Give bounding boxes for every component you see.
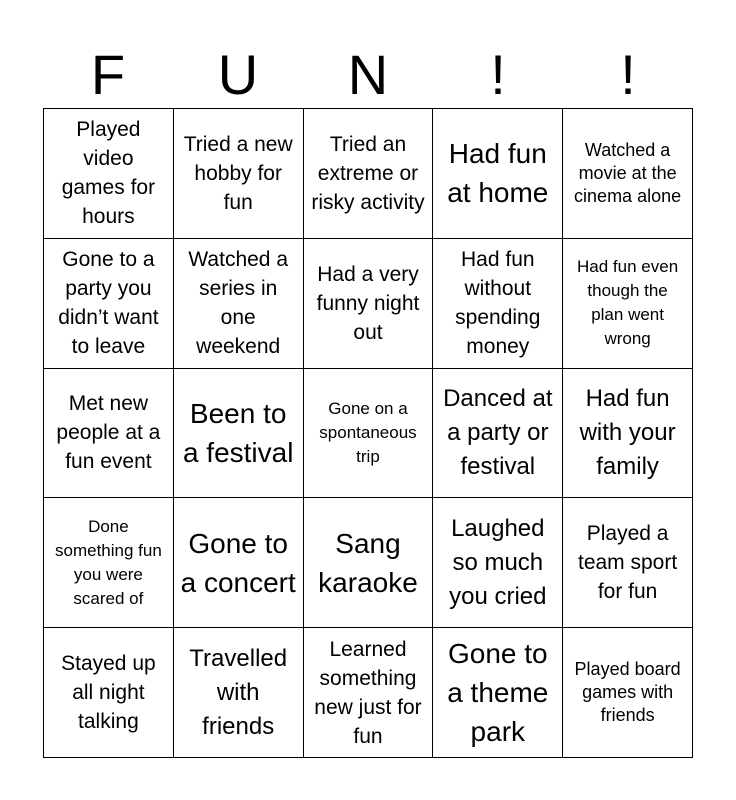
bingo-cell[interactable] bbox=[44, 369, 174, 499]
cell-text: Met new people at a fun event bbox=[56, 392, 161, 474]
bingo-cell[interactable] bbox=[174, 628, 304, 758]
cell-text: Stayed up all night talking bbox=[61, 652, 156, 734]
bingo-title bbox=[43, 40, 693, 110]
bingo-cell[interactable] bbox=[563, 498, 693, 628]
bingo-cell[interactable] bbox=[174, 498, 304, 628]
cell-text: Been to a festival bbox=[182, 397, 294, 468]
bingo-cell[interactable] bbox=[563, 239, 693, 369]
bingo-cell[interactable] bbox=[44, 498, 174, 628]
cell-text: Travelled with friends bbox=[189, 644, 288, 740]
cell-text: Had fun at home bbox=[447, 138, 549, 209]
cell-text: Watched a movie at the cinema alone bbox=[574, 139, 682, 206]
cell-text: Gone to a concert bbox=[180, 527, 296, 598]
cell-text: Tried a new hobby for fun bbox=[183, 132, 293, 214]
bingo-cell[interactable] bbox=[304, 239, 434, 369]
bingo-cell[interactable] bbox=[304, 109, 434, 239]
cell-text: Had fun with your family bbox=[579, 384, 676, 480]
cell-text: Played a team sport for fun bbox=[577, 522, 678, 604]
cell-text: Had a very funny night out bbox=[316, 262, 420, 344]
bingo-cell[interactable] bbox=[174, 369, 304, 499]
bingo-cell[interactable] bbox=[304, 369, 434, 499]
bingo-cell[interactable] bbox=[563, 369, 693, 499]
bingo-cell[interactable] bbox=[304, 628, 434, 758]
bingo-cell[interactable] bbox=[433, 369, 563, 499]
bingo-grid bbox=[43, 108, 693, 758]
cell-text: Played board games with friends bbox=[574, 659, 681, 726]
cell-text: Played video games for hours bbox=[61, 118, 156, 229]
bingo-cell[interactable] bbox=[433, 498, 563, 628]
bingo-cell[interactable] bbox=[44, 239, 174, 369]
cell-text: Gone to a theme park bbox=[447, 638, 549, 748]
cell-text: Had fun without spending money bbox=[455, 248, 541, 359]
cell-text: Had fun even though the plan went wrong bbox=[577, 257, 679, 349]
bingo-cell[interactable] bbox=[174, 239, 304, 369]
title-letter-n: N bbox=[347, 43, 389, 106]
bingo-cell[interactable] bbox=[433, 239, 563, 369]
cell-text: Sang karaoke bbox=[318, 527, 418, 598]
bingo-cell[interactable] bbox=[563, 628, 693, 758]
cell-text: Done something fun you were scared of bbox=[55, 516, 162, 608]
bingo-cell[interactable] bbox=[44, 628, 174, 758]
cell-text: Gone on a spontaneous trip bbox=[319, 398, 417, 466]
title-letter-u: U bbox=[217, 43, 259, 106]
cell-text: Danced at a party or festival bbox=[443, 384, 553, 480]
bingo-cell[interactable] bbox=[563, 109, 693, 239]
cell-text: Learned something new just for fun bbox=[314, 637, 422, 748]
title-letter-exclamation-2: ! bbox=[620, 43, 636, 106]
title-letter-exclamation-1: ! bbox=[490, 43, 506, 106]
bingo-cell[interactable] bbox=[44, 109, 174, 239]
cell-text: Laughed so much you cried bbox=[449, 514, 547, 610]
bingo-cell[interactable] bbox=[433, 109, 563, 239]
bingo-cell[interactable] bbox=[304, 498, 434, 628]
cell-text: Watched a series in one weekend bbox=[188, 248, 288, 359]
cell-text: Tried an extreme or risky activity bbox=[311, 132, 425, 214]
bingo-cell[interactable] bbox=[433, 628, 563, 758]
title-letter-f: F bbox=[90, 43, 126, 106]
cell-text: Gone to a party you didn’t want to leave bbox=[58, 248, 159, 359]
bingo-cell[interactable] bbox=[174, 109, 304, 239]
